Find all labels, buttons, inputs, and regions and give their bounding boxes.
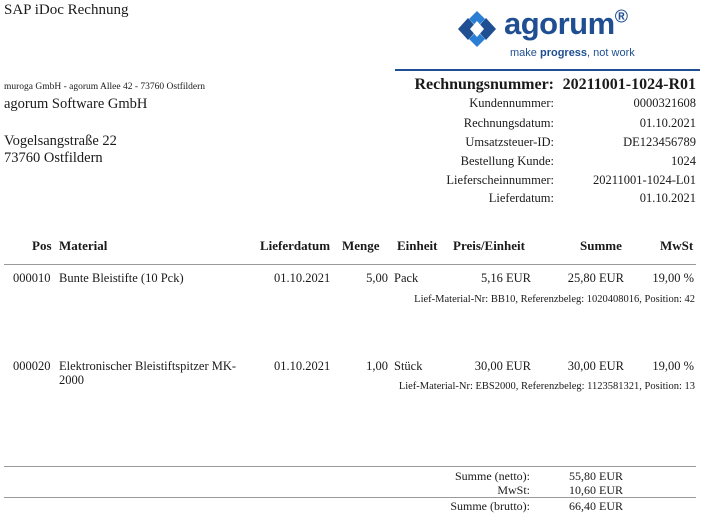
agorum-diamond-icon (454, 6, 500, 52)
row-einheit: Stück (394, 359, 423, 373)
row-mwst: 19,00 % (652, 359, 694, 373)
row-material-continued: 2000 (59, 373, 84, 387)
row-lieferdatum: 01.10.2021 (274, 271, 331, 285)
header-einheit: Einheit (397, 238, 438, 253)
invoice-date-label: Rechnungsdatum: (463, 116, 554, 130)
row-summe: 30,00 EUR (567, 359, 624, 373)
recipient-company: agorum Software GmbH (4, 96, 148, 112)
customer-number-label: Kundennummer: (469, 96, 554, 110)
logo-tagline: make progress, not work (510, 47, 635, 59)
customer-number-value: 0000321608 (633, 96, 696, 110)
row-pos: 000020 (13, 359, 51, 373)
row-detail: Lief-Material-Nr: BB10, Referenzbeleg: 1020408016, Position: 42 (414, 294, 695, 305)
row-menge: 5,00 (366, 271, 388, 285)
invoice-number-label: Rechnungsnummer: (414, 76, 554, 93)
row-mwst: 19,00 % (652, 271, 694, 285)
total-mwst-value: 10,60 EUR (569, 483, 623, 497)
row-preis: 5,16 EUR (481, 271, 531, 285)
totals-bottom-divider (4, 497, 696, 498)
vat-id-value: DE123456789 (623, 135, 696, 149)
total-mwst-label: MwSt: (497, 483, 530, 497)
document-title: SAP iDoc Rechnung (4, 2, 129, 18)
row-lieferdatum: 01.10.2021 (274, 359, 331, 373)
header-mwst: MwSt (660, 238, 694, 253)
delivery-date-value: 01.10.2021 (639, 191, 696, 205)
logo-wordmark: agorum® (504, 6, 628, 41)
recipient-street: Vogelsangstraße 22 (4, 133, 117, 149)
total-netto-value: 55,80 EUR (569, 469, 623, 483)
total-netto-label: Summe (netto): (455, 469, 530, 483)
delivery-note-value: 20211001-1024-L01 (593, 173, 696, 187)
recipient-city: 73760 Ostfildern (4, 150, 103, 166)
sender-address-line: muroga GmbH - agorum Allee 42 - 73760 Ostfildern (4, 82, 206, 92)
row-preis: 30,00 EUR (474, 359, 531, 373)
totals-top-divider (4, 466, 696, 467)
customer-order-value: 1024 (671, 154, 696, 168)
invoice-number-value: 20211001-1024-R01 (562, 76, 696, 93)
header-lieferdatum: Lieferdatum (260, 238, 331, 253)
total-brutto-value: 66,40 EUR (569, 499, 623, 513)
vat-id-label: Umsatzsteuer-ID: (465, 135, 554, 149)
total-brutto-label: Summe (brutto): (450, 499, 530, 513)
header-menge: Menge (342, 238, 380, 253)
header-pos: Pos (32, 238, 52, 253)
row-pos: 000010 (13, 271, 51, 285)
header-material: Material (59, 238, 108, 253)
header-summe: Summe (580, 238, 622, 253)
table-header-divider (4, 264, 696, 265)
row-summe: 25,80 EUR (567, 271, 624, 285)
header-divider (395, 69, 700, 71)
row-material: Elektronischer Bleistiftspitzer MK- (59, 359, 237, 373)
delivery-note-label: Lieferscheinnummer: (446, 173, 554, 187)
row-einheit: Pack (394, 271, 419, 285)
customer-order-label: Bestellung Kunde: (460, 154, 554, 168)
header-preis: Preis/Einheit (453, 238, 525, 253)
invoice-date-value: 01.10.2021 (639, 116, 696, 130)
delivery-date-label: Lieferdatum: (488, 191, 554, 205)
row-material: Bunte Bleistifte (10 Pck) (59, 271, 184, 285)
row-detail: Lief-Material-Nr: EBS2000, Referenzbeleg: 1123581321, Position: 13 (398, 381, 695, 392)
agorum-logo (454, 6, 654, 66)
row-menge: 1,00 (366, 359, 388, 373)
